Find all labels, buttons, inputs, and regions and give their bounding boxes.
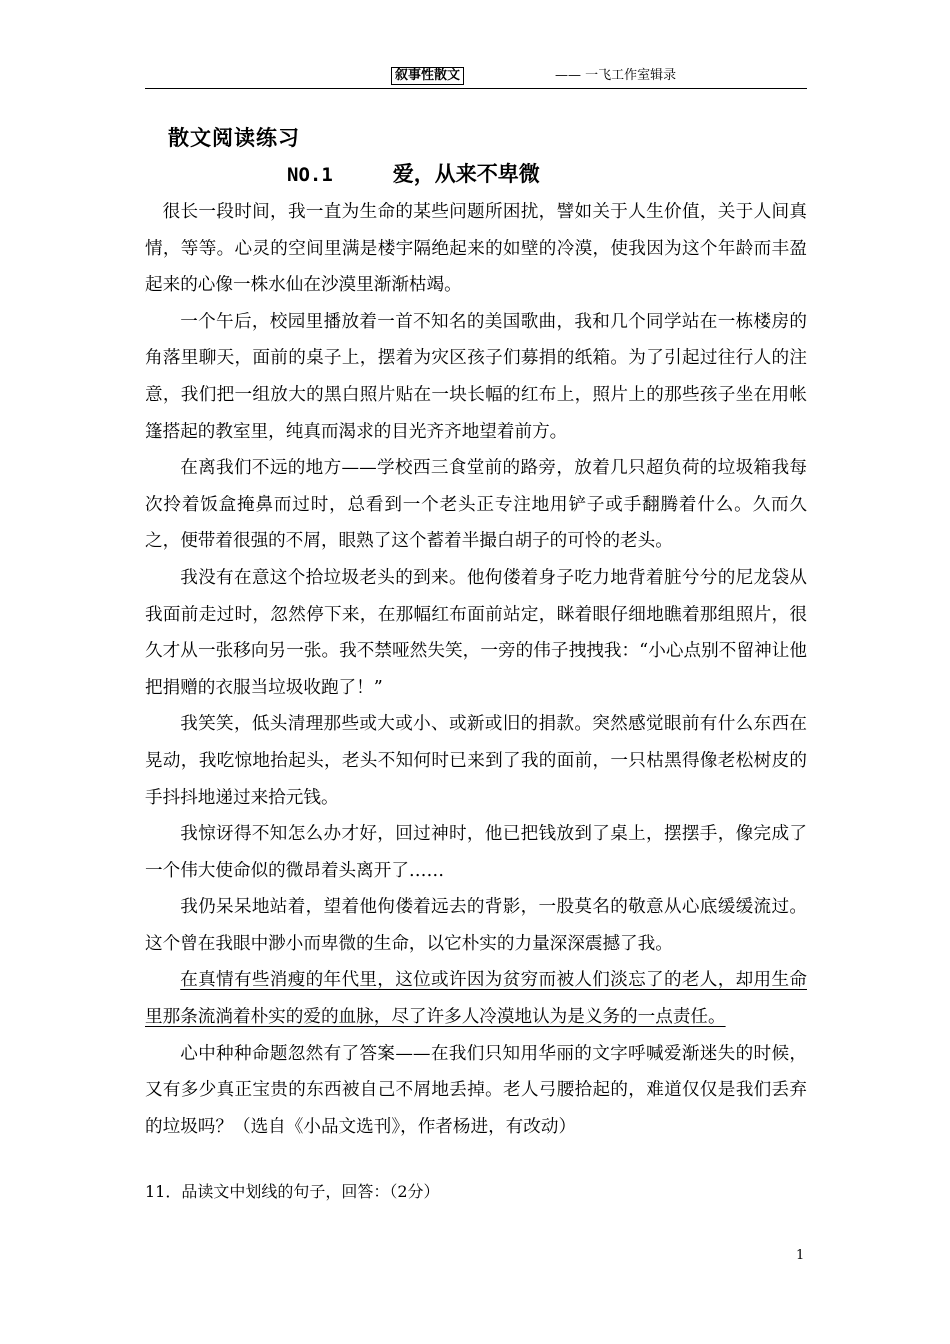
paragraph: 我没有在意这个拾垃圾老头的到来。他佝偻着身子吃力地背着脏兮兮的尼龙袋从我面前走过时，忽然停下来，在那幅红布面前站定，眯着眼仔细地瞧着那组照片，很久才从一张移向另一张。我不禁哑然失笑，一旁的伟子拽拽我：“小心点别不留神让他把捐赠的衣服当垃圾收跑了！” xyxy=(145,567,807,698)
underlined-paragraph xyxy=(145,962,807,1035)
page-number: 1 xyxy=(796,1248,805,1263)
article-title-text: 爱，从来不卑微 xyxy=(392,161,540,186)
page-header xyxy=(145,66,807,89)
paragraph: 我仍呆呆地站着，望着他佝偻着远去的背影，一股莫名的敬意从心底缓缓流过。这个曾在我眼中渺小而卑微的生命，以它朴实的力量深深震撼了我。 xyxy=(145,897,807,954)
article-number: NO.1 xyxy=(287,164,333,186)
paragraph: 我笑笑，低头清理那些或大或小、或新或旧的捐款。突然感觉眼前有什么东西在晃动，我吃惊地抬起头，老头不知何时已来到了我的面前，一只枯黑得像老松树皮的手抖抖地递过来拾元钱。 xyxy=(145,714,807,808)
article-body xyxy=(145,194,807,1145)
header-source: —— 一飞工作室辑录 xyxy=(555,68,677,83)
paragraph: 在离我们不远的地方——学校西三食堂前的路旁，放着几只超负荷的垃圾箱我每次拎着饭盒掩鼻而过时，总看到一个老头正专注地用铲子或手翻腾着什么。久而久之，便带着很强的不屑，眼熟了这个蓄着半撮白胡子的可怜的老头。 xyxy=(145,458,807,552)
article-title xyxy=(287,158,540,188)
header-category: 叙事性散文 xyxy=(391,67,464,85)
paragraph: 我惊讶得不知怎么办才好，回过神时，他已把钱放到了桌上，摆摆手，像完成了一个伟大使命似的微昂着头离开了…… xyxy=(145,824,807,881)
underlined-sentence: 在真情有些消瘦的年代里，这位或许因为贫穷而被人们淡忘了的老人，却用生命里那条流淌着朴实的爱的血脉，尽了许多人冷漠地认为是义务的一点责任。 xyxy=(145,970,807,1028)
paragraph: 很长一段时间，我一直为生命的某些问题所困扰，譬如关于人生价值，关于人间真情，等等。心灵的空间里满是楼宇隔绝起来的如壁的冷漠，使我因为这个年龄而丰盈起来的心像一株水仙在沙漠里渐渐枯竭。 xyxy=(145,202,807,296)
paragraph: 心中种种命题忽然有了答案——在我们只知用华丽的文字呼喊爱渐迷失的时候，又有多少真正宝贵的东西被自己不屑地丢掉。老人弓腰拾起的，难道仅仅是我们丢弃的垃圾吗？（选自《小品文选刊》，作者杨进，有改动） xyxy=(145,1043,807,1137)
question-11: 11．品读文中划线的句子，回答：（2分） xyxy=(145,1182,440,1201)
section-title: 散文阅读练习 xyxy=(168,125,300,150)
paragraph: 一个午后，校园里播放着一首不知名的美国歌曲，我和几个同学站在一栋楼房的角落里聊天，面前的桌子上，摆着为灾区孩子们募捐的纸箱。为了引起过往行人的注意，我们把一组放大的黑白照片贴在一块长幅的红布上，照片上的那些孩子坐在用帐篷搭起的教室里，纯真而渴求的目光齐齐地望着前方。 xyxy=(145,311,807,442)
